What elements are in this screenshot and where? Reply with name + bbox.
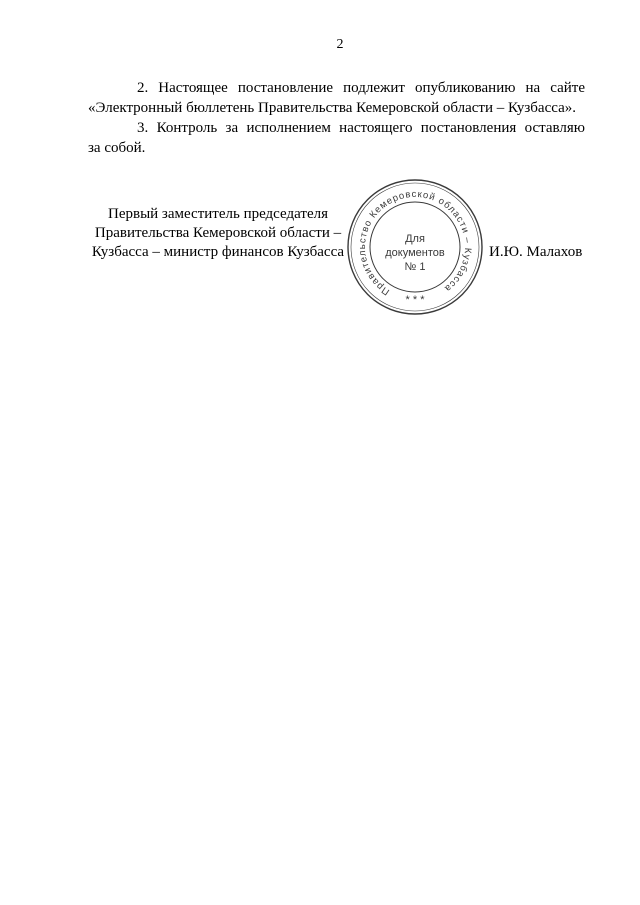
document-body [88, 78, 585, 158]
signatory-title-line: Кузбасса – министр финансов Кузбасса [91, 244, 345, 260]
paragraph-publication [88, 78, 585, 118]
seal-bottom-mark: * * * [405, 294, 425, 306]
seal-center-line: № 1 [404, 261, 426, 273]
paragraph-line: «Электронный бюллетень Правительства Кемеровской области – Кузбасса». [88, 100, 576, 116]
official-seal [345, 177, 485, 317]
page-number: 2 [336, 37, 344, 52]
paragraph-control [88, 118, 585, 158]
signatory-name: И.Ю. Малахов [489, 244, 583, 260]
paragraph-line: 3. Контроль за исполнением настоящего постановления оставляю [137, 120, 585, 136]
signatory-title-line: Первый заместитель председателя [108, 206, 328, 222]
paragraph-line: за собой. [88, 140, 146, 156]
seal-ring-text-path: Правительство Кемеровской области – Кузбасса [356, 188, 474, 298]
paragraph-line: 2. Настоящее постановление подлежит опубликованию на сайте [137, 80, 585, 96]
signatory-title-line: Правительства Кемеровской области – [94, 225, 342, 241]
signatory-title [88, 205, 348, 262]
seal-center-line: документов [385, 247, 445, 259]
seal-center-line: Для [405, 233, 425, 245]
